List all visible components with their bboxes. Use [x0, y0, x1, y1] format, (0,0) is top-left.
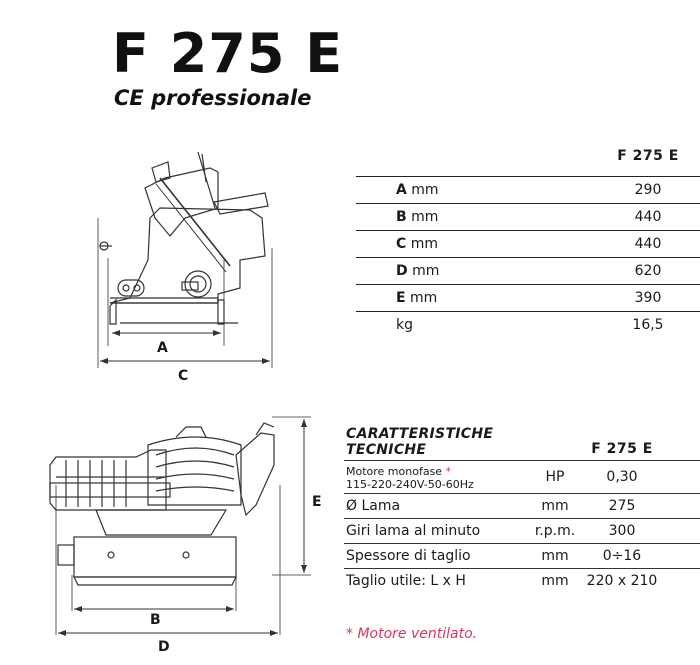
dimension-unit: kg	[396, 317, 413, 333]
specs-model-header: F 275 E	[591, 441, 653, 457]
motor-voltage: 115-220-240V-50-60Hz	[346, 478, 474, 491]
dimension-label-d: D	[158, 639, 170, 655]
spec-row	[344, 543, 700, 569]
spec-motor-label	[346, 465, 474, 491]
dimension-unit: mm	[411, 209, 439, 225]
dimension-row	[356, 257, 700, 285]
slicer-front-view-drawing	[36, 415, 326, 645]
page-title: F 275 E	[112, 22, 344, 85]
dimension-letter: A	[396, 182, 407, 198]
dimension-row	[356, 176, 700, 204]
motor-star: *	[445, 465, 452, 478]
dimension-unit: mm	[412, 263, 440, 279]
spec-unit: mm	[541, 498, 569, 514]
spec-label: Ø Lama	[346, 498, 401, 514]
dimension-value: 16,5	[632, 317, 664, 333]
dimension-letter: C	[396, 236, 407, 252]
spec-value: 220 x 210	[586, 573, 658, 589]
dimension-row	[356, 284, 700, 312]
specs-title-line1: CARATTERISTICHE	[346, 426, 494, 442]
dimension-label-a: A	[157, 340, 168, 356]
page-subtitle: CE professionale	[114, 86, 312, 110]
dimension-letter: E	[396, 290, 406, 306]
dimension-value: 440	[634, 209, 662, 225]
dimension-value: 440	[634, 236, 662, 252]
spec-row	[344, 493, 700, 519]
dimension-value: 390	[634, 290, 662, 306]
dimension-row	[356, 230, 700, 258]
spec-row	[344, 460, 700, 493]
spec-value: 0÷16	[602, 548, 642, 564]
spec-unit: mm	[541, 548, 569, 564]
motor-label: Motore monofase	[346, 465, 443, 478]
spec-value: 300	[608, 523, 636, 539]
dimension-label-b: B	[150, 612, 161, 628]
specs-title-line2: TECNICHE	[346, 442, 427, 458]
dimension-row	[356, 203, 700, 231]
spec-unit: HP	[545, 469, 565, 485]
dimension-letter: B	[396, 209, 407, 225]
specs-title	[346, 426, 493, 458]
spec-label: Giri lama al minuto	[346, 523, 481, 539]
dimension-unit: mm	[411, 182, 439, 198]
spec-value: 0,30	[606, 469, 638, 485]
dimension-letter: D	[396, 263, 408, 279]
dimension-value: 620	[634, 263, 662, 279]
dimension-unit: mm	[410, 290, 438, 306]
spec-value: 275	[608, 498, 636, 514]
dimension-row	[356, 311, 700, 339]
spec-row	[344, 518, 700, 544]
dimensions-model-header: F 275 E	[617, 148, 679, 164]
dimension-label-c: C	[178, 368, 189, 384]
motor-note: * Motore ventilato.	[346, 626, 478, 642]
slicer-side-view-drawing	[90, 148, 290, 388]
spec-label: Spessore di taglio	[346, 548, 471, 564]
spec-unit: r.p.m.	[534, 523, 576, 539]
dimension-unit: mm	[410, 236, 439, 252]
spec-row	[344, 568, 700, 594]
dimension-label-e: E	[312, 494, 322, 510]
spec-label: Taglio utile: L x H	[346, 573, 466, 589]
spec-unit: mm	[541, 573, 569, 589]
dimension-value: 290	[634, 182, 662, 198]
